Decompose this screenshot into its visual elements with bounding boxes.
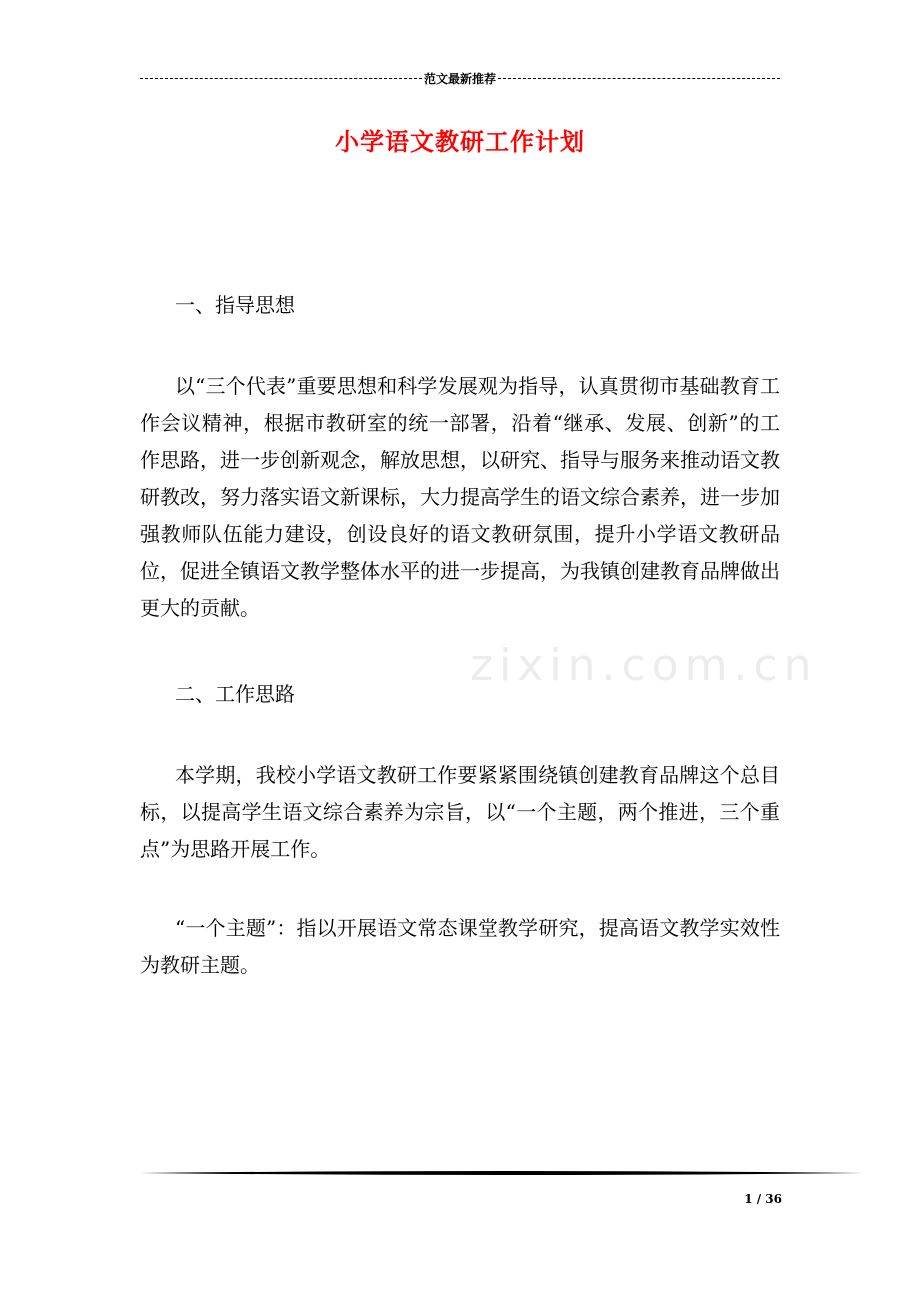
section-paragraph: “一个主题”：指以开展语文常态课堂教学研究，提高语文教学实效性为教研主题。 — [140, 916, 780, 977]
section-paragraph: 以“三个代表”重要思想和科学发展观为指导，认真贯彻市基础教育工作会议精神，根据市教研室的统一部署，沿着“继承、发展、创新”的工作思路，进一步创新观念，解放思想，以研究、指导与服务来推动语文教研教改，努力落实语文新课标，大力提高学生的语文综合素养，进一步加强教师队伍能力建设，创设良好的语文教研氛围，提升小学语文教研品位，促进全镇语文教学整体水平的进一步提高，为我镇创建教育品牌做出更大的贡献。 — [140, 374, 780, 620]
document-body — [140, 280, 780, 984]
footer-divider — [140, 1170, 864, 1176]
section-paragraph: 本学期，我校小学语文教研工作要紧紧围绕镇创建教育品牌这个总目标，以提高学生语文综合素养为宗旨，以“一个主题，两个推进，三个重点”为思路开展工作。 — [140, 763, 780, 861]
document-title: 小学语文教研工作计划 — [335, 128, 585, 156]
section-heading-guiding-ideology: 一、指导思想 — [175, 293, 295, 317]
header-dash-right — [498, 78, 780, 79]
header-dash-left — [140, 78, 422, 79]
page-number: 1 / 36 — [744, 1192, 782, 1206]
page-header — [140, 68, 780, 88]
watermark-text: zixin.com.cn — [470, 640, 818, 691]
header-label: 范文最新推荐 — [424, 71, 497, 86]
section-heading-work-approach: 二、工作思路 — [175, 682, 295, 706]
